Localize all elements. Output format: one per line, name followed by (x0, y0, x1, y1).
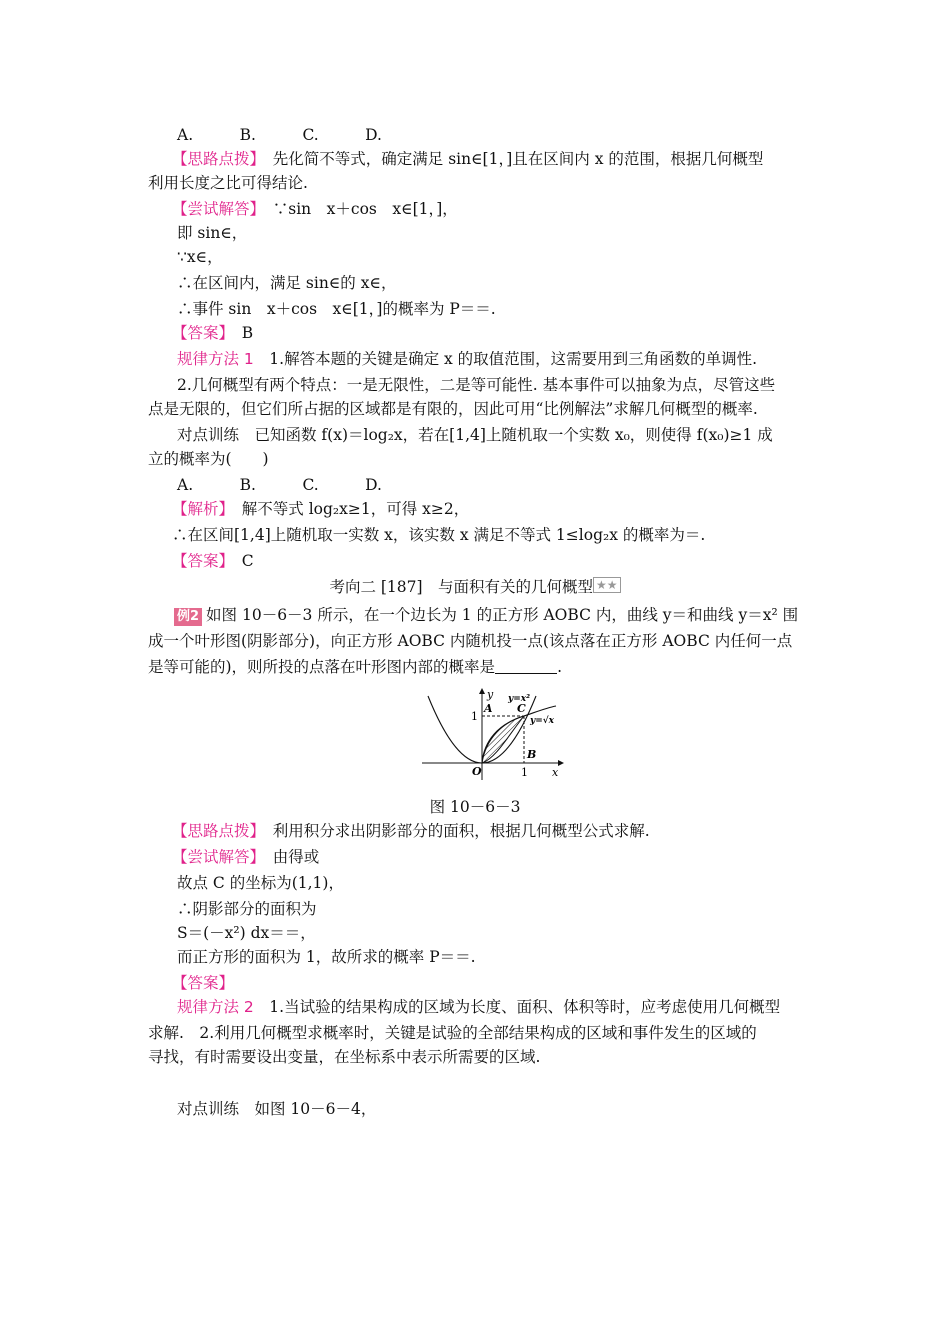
text-fragment: 是等可能的)，则所投的点落在叶形图内部的概率是 (148, 658, 496, 676)
answer-tag: 【答案】 (172, 974, 235, 992)
method-line (177, 996, 780, 1018)
text-fragment: . (557, 658, 562, 676)
text-line: 对点训练 如图 10－6－4， (177, 1100, 377, 1118)
hint-text: 先化简不等式，确定满足 sin∈[1，]且在区间内 x 的范围，根据几何概型 (257, 150, 764, 168)
text-line: 点是无限的，但它们所占据的区域都是有限的，因此可用“比例解法”求解几何概型的概率. (148, 400, 758, 418)
label-y: y (487, 688, 494, 701)
hint-text: 利用积分求出阴影部分的面积，根据几何概型公式求解. (257, 822, 650, 840)
text-line: ∴在区间[1,4]上随机取一实数 x，该实数 x 满足不等式 1≤log₂x 的概率为＝. (172, 526, 706, 544)
label-O: O (472, 765, 482, 778)
figure-caption: 图 10－6－3 (429, 798, 521, 816)
text-line: 对点训练 已知函数 f(x)＝log₂x，若在[1,4]上随机取一个实数 x₀，则使得 f(x₀)≥1 成 (177, 426, 773, 444)
y-axis-arrow (479, 688, 485, 694)
text-line: ∴事件 sin x＋cos x∈[1，]的概率为 P＝＝. (177, 300, 496, 318)
attempt-text: 由得或 (257, 848, 320, 866)
text-line: 2.几何概型有两个特点：一是无限性，二是等可能性. 基本事件可以抽象为点，尽管这些 (177, 376, 776, 394)
text-line: 利用长度之比可得结论. (148, 174, 308, 192)
answer-blank (495, 659, 557, 674)
answer-line (172, 972, 234, 994)
hint-tag: 【思路点拨】 (172, 822, 258, 840)
text-line: 寻找，有时需要设出变量，在坐标系中表示所需要的区域. (148, 1048, 541, 1066)
label-1-y: 1 (471, 710, 478, 723)
text-line: 故点 C 的坐标为(1,1)， (177, 874, 344, 892)
example-badge: 例2 (174, 608, 202, 626)
label-A: A (484, 702, 493, 715)
example-line (174, 604, 798, 626)
text-line (148, 656, 562, 678)
answer-tag: 【答案】 (172, 552, 227, 570)
label-B: B (527, 748, 537, 761)
difficulty-stars: ★★ (593, 577, 621, 593)
x-axis-arrow (558, 760, 564, 766)
text-line: 而正方形的面积为 1，故所求的概率 P＝＝. (177, 948, 476, 966)
text-line: S＝(－x²) dx＝＝， (177, 924, 316, 942)
text-line: 求解. 2.利用几何概型求概率时，关键是试验的全部结果构成的区域和事件发生的区域的 (148, 1024, 757, 1042)
heading-text: 考向二 [187] 与面积有关的几何概型 (329, 578, 594, 596)
analysis-line (172, 498, 469, 520)
attempt-line (172, 198, 458, 220)
example-text: 如图 10－6－3 所示，在一个边长为 1 的正方形 AOBC 内，曲线 y＝和曲线 y＝x² 围 (206, 606, 799, 624)
answer-text: B (226, 324, 254, 342)
hint-line (172, 820, 650, 842)
hint-line (172, 148, 763, 170)
text-line: ∵x∈， (177, 248, 223, 266)
answer-line (172, 322, 253, 344)
method-tag: 规律方法 1 (177, 350, 254, 368)
analysis-tag: 【解析】 (172, 500, 227, 518)
answer-tag: 【答案】 (172, 324, 227, 342)
label-sqrt: y=√x (530, 716, 555, 726)
options-line: A. B. C. D. (177, 476, 382, 494)
hint-tag: 【思路点拨】 (172, 150, 258, 168)
text-line: 立的概率为( ) (148, 450, 269, 468)
method-line (177, 348, 757, 370)
text-line: 即 sin∈， (177, 224, 248, 242)
leaf-figure (418, 686, 568, 782)
options-line: A. B. C. D. (177, 126, 382, 144)
leaf-region (482, 716, 524, 763)
text-line: ∴阴影部分的面积为 (177, 900, 317, 918)
analysis-text: 解不等式 log₂x≥1，可得 x≥2， (226, 500, 470, 518)
label-parabola: y=x² (508, 694, 531, 704)
attempt-text: ∵sin x＋cos x∈[1，]， (257, 200, 458, 218)
method-text: 1.解答本题的关键是确定 x 的取值范围，这需要用到三角函数的单调性. (253, 350, 758, 368)
attempt-tag: 【尝试解答】 (172, 200, 258, 218)
answer-line (172, 550, 254, 572)
text-line: ∴在区间内，满足 sin∈的 x∈， (177, 274, 397, 292)
label-1-x: 1 (521, 766, 528, 779)
attempt-tag: 【尝试解答】 (172, 848, 258, 866)
method-tag: 规律方法 2 (177, 998, 254, 1016)
label-C: C (517, 702, 526, 715)
section-heading (0, 576, 950, 598)
attempt-line (172, 846, 319, 868)
answer-text: C (226, 552, 254, 570)
label-x: x (552, 766, 559, 779)
method-text: 1.当试验的结果构成的区域为长度、面积、体积等时，应考虑使用几何概型 (253, 998, 781, 1016)
text-line: 成一个叶形图(阴影部分)，向正方形 AOBC 内随机投一点(该点落在正方形 AOBC 内任何一点 (148, 632, 793, 650)
